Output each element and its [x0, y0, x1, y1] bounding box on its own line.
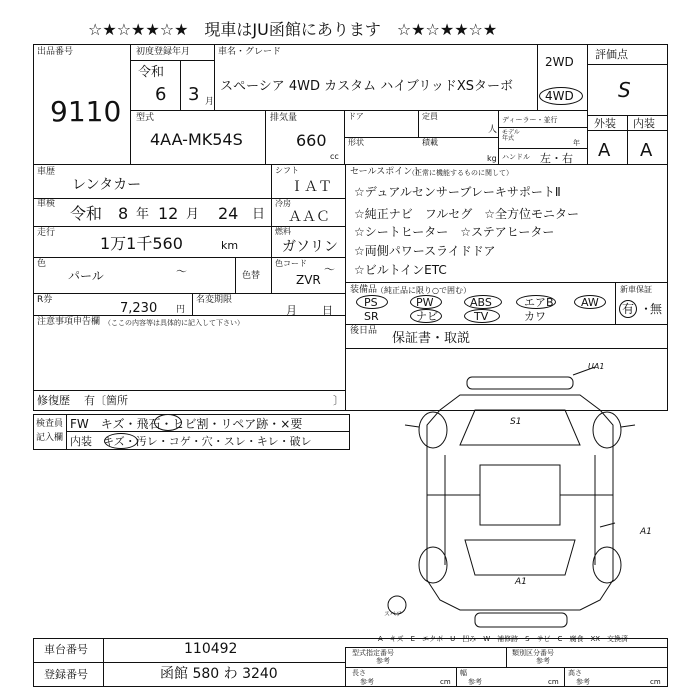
equipment-leather: カワ	[524, 310, 546, 323]
model-value: 4AA-MK54S	[150, 130, 243, 149]
capacity-unit: 人	[488, 125, 498, 135]
repair-close: 〕	[333, 394, 344, 407]
displacement-label: 排気量	[270, 113, 298, 123]
damage-mark: A1	[640, 527, 652, 537]
color-code-label: 色コード	[275, 259, 307, 268]
car-name-label: 車名・グレード	[218, 47, 282, 57]
color-code-value: ZVR	[296, 273, 321, 287]
grade-value: S	[618, 78, 631, 102]
class-no-label: 類別区分番号	[512, 649, 554, 657]
drive-4wd: 4WD	[545, 89, 574, 103]
after-value: 保証書・取説	[392, 331, 471, 346]
capacity-label: 定員	[422, 112, 438, 121]
inspect-row-interior: 内装 キズ・汚レ・コゲ・穴・スレ・キレ・破レ	[70, 435, 312, 448]
height-label: 高さ	[568, 669, 582, 677]
damage-mark: A1	[515, 577, 527, 587]
mileage-value: 1万1千560	[100, 234, 183, 253]
color-change-value: ～	[324, 263, 335, 276]
model-year-unit: 年	[573, 139, 580, 147]
inspect-label-2: 記入欄	[36, 433, 64, 443]
displacement-value: 660	[296, 131, 327, 150]
legend: A－キズ E－エクボ U－凹み W－補修跡 S－サビ C－腐食 XX－交換済	[378, 635, 629, 643]
drive-2wd: 2WD	[545, 55, 574, 69]
model-label: 型式	[136, 113, 155, 123]
warranty-sep: ・	[640, 302, 653, 316]
spare-label: スペア	[384, 611, 403, 618]
color-tilde: ～	[176, 265, 187, 278]
equipment-label: 装備品	[350, 285, 378, 295]
warranty-yes: 有	[622, 302, 635, 316]
height-ref: 参考	[576, 678, 590, 686]
recycle-value: 7,230	[120, 301, 158, 316]
damage-mark: S1	[510, 417, 522, 427]
inspection-day: 24	[218, 204, 239, 223]
plate-label: 登録番号	[44, 668, 88, 681]
chassis-label: 車台番号	[44, 643, 88, 656]
color-label: 色	[37, 259, 47, 269]
periodic-day: 日	[322, 304, 333, 317]
first-reg-year: 6	[155, 84, 167, 105]
car-name-value: スペーシア 4WD カスタム ハイブリッドXSターボ	[220, 79, 514, 94]
width-label: 幅	[460, 669, 467, 677]
history-label: 車歴	[37, 167, 56, 177]
load-unit: kg	[487, 154, 497, 163]
sales-item: ☆シートヒーター ☆ステアヒーター	[354, 225, 555, 239]
notes-label: 注意事項申告欄	[37, 317, 101, 327]
repair-value: 有〔箇所	[84, 394, 128, 407]
model-year-label: モデル年式	[502, 129, 520, 142]
exterior-value: A	[598, 140, 611, 161]
displacement-unit: cc	[330, 152, 339, 161]
color-change-label: 色替	[242, 271, 261, 281]
model-cert-label: 型式指定番号	[352, 649, 394, 657]
equipment-sub: （純正品に限り○で囲む）	[376, 286, 471, 295]
width-unit: cm	[548, 678, 559, 686]
inspect-label-1: 検査員	[36, 419, 64, 429]
length-unit: cm	[440, 678, 451, 686]
recycle-label: R券	[37, 295, 53, 305]
first-reg-label: 初度登録年月	[136, 47, 191, 57]
equipment-airbag: エアB	[524, 296, 554, 309]
sales-sub: （正常に機能するものに関して）	[408, 169, 513, 177]
load-label: 積載	[422, 138, 438, 147]
lot-number: 9110	[50, 95, 122, 128]
equipment-ps: PS	[364, 296, 378, 309]
length-label: 長さ	[352, 669, 366, 677]
periodic-month: 月	[286, 304, 297, 317]
inspection-year: 8	[118, 204, 129, 223]
sales-item: ☆純正ナビ フルセグ ☆全方位モニター	[354, 207, 580, 221]
after-label: 後日品	[350, 326, 378, 336]
first-reg-era: 令和	[138, 65, 165, 80]
inspect-circle-interior-scratch	[104, 433, 138, 449]
inspection-month-unit: 月	[186, 207, 200, 222]
interior-value: A	[640, 140, 653, 161]
equipment-navi: ナビ	[416, 310, 438, 323]
inspect-circle-stone	[154, 414, 182, 431]
notes-sub: （ここの内容等は具体的に記入して下さい）	[104, 319, 244, 327]
damage-mark: UA1	[588, 362, 605, 371]
interior-label: 内装	[633, 117, 655, 130]
length-ref: 参考	[360, 678, 374, 686]
color-value: パール	[68, 269, 104, 283]
sales-item: ☆両側パワースライドドア	[354, 244, 496, 258]
chassis-value: 110492	[184, 641, 238, 657]
doors-label: ドア	[348, 112, 364, 121]
plate-value: 函館 580 わ 3240	[160, 666, 278, 682]
equipment-pw: PW	[416, 296, 434, 309]
shift-label: シフト	[275, 166, 299, 175]
lot-label: 出品番号	[37, 47, 74, 57]
fuel-value: ガソリン	[282, 239, 338, 255]
grade-label: 評価点	[595, 48, 628, 61]
width-ref: 参考	[468, 678, 482, 686]
inspection-month: 12	[158, 204, 179, 223]
aircon-label: 冷房	[275, 199, 291, 208]
recycle-unit: 円	[176, 305, 186, 315]
class-no-ref: 参考	[536, 657, 550, 665]
shift-value: ＩＡＴ	[290, 179, 332, 195]
model-cert-ref: 参考	[376, 657, 390, 665]
sales-item: ☆デュアルセンサーブレーキサポートⅡ	[354, 185, 561, 199]
equipment-sr: SR	[364, 310, 379, 323]
inspection-label: 車検	[37, 199, 56, 209]
car-body-diagram	[385, 355, 655, 635]
first-reg-month: 3	[188, 84, 200, 105]
dealer-label: ディーラー・並行	[502, 116, 558, 124]
equipment-abs: ABS	[470, 296, 492, 309]
sheet-header-title: ☆★☆★★☆★ 現車はJU函館にあります ☆★☆★★☆★	[88, 20, 498, 39]
equipment-tv: TV	[474, 310, 489, 323]
inspection-era: 令和	[70, 204, 103, 223]
equipment-aw: AW	[581, 296, 599, 309]
warranty-label: 新車保証	[620, 285, 652, 294]
handle-label: ハンドル	[502, 153, 530, 161]
fuel-label: 燃料	[275, 227, 291, 236]
mileage-label: 走行	[37, 228, 56, 238]
handle-value: 左・右	[540, 152, 573, 165]
warranty-no: 無	[650, 302, 663, 316]
mileage-unit: km	[221, 239, 239, 252]
aircon-value: ＡＡＣ	[288, 209, 330, 225]
sales-item: ☆ビルトインETC	[354, 263, 447, 277]
height-unit: cm	[650, 678, 661, 686]
inspect-row-exterior: FW キズ・飛石・ヒビ割・リペア跡・×要	[70, 417, 303, 431]
shape-label: 形状	[348, 138, 364, 147]
first-reg-month-unit: 月	[205, 97, 215, 107]
inspection-day-unit: 日	[252, 207, 266, 222]
inspection-year-unit: 年	[136, 207, 150, 222]
sales-label: セールスポイント	[350, 167, 422, 177]
history-value: レンタカー	[72, 177, 142, 193]
periodic-label: 名変期限	[196, 295, 233, 305]
repair-label: 修復歴	[37, 394, 70, 407]
exterior-label: 外装	[594, 117, 616, 130]
